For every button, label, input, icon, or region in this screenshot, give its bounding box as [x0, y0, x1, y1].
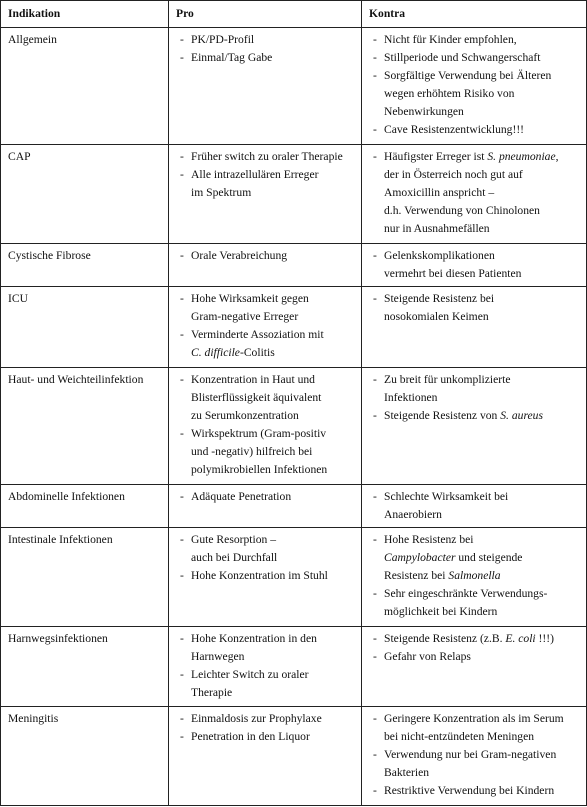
- contra-item: [369, 407, 581, 425]
- item-text: Sorgfältige Verwendung bei Älteren wegen erhöhtem Risiko von Nebenwirkungen: [384, 69, 552, 118]
- item-text: Steigende Resistenz (z.B.: [384, 631, 506, 645]
- contra-item: [369, 121, 581, 139]
- bullet-dash: -: [373, 51, 377, 64]
- item-text: Früher switch zu oraler Therapie: [191, 149, 343, 163]
- contra-item: [369, 710, 581, 746]
- pro-item: [176, 531, 356, 567]
- pro-item: [176, 630, 356, 666]
- item-text: und steigende Resistenz bei: [384, 551, 523, 583]
- pro-list: [176, 710, 356, 746]
- indication-cell: [1, 528, 169, 627]
- item-text: Steigende Resistenz von: [384, 408, 501, 422]
- pro-item: [176, 728, 356, 746]
- pro-cell: [169, 243, 362, 287]
- contra-list: [369, 148, 581, 238]
- bullet-dash: -: [373, 489, 377, 503]
- contra-cell: [362, 144, 587, 243]
- contra-cell: [362, 528, 587, 627]
- bullet-dash: -: [373, 33, 377, 46]
- item-text: Gute Resorption – auch bei Durchfall: [191, 533, 278, 565]
- indication-label: Cystische Fibrose: [8, 248, 91, 262]
- contra-cell: [362, 28, 587, 145]
- contra-cell: [362, 626, 587, 706]
- contra-item: [369, 488, 581, 524]
- item-text: Einmaldosis zur Prophylaxe: [191, 712, 322, 726]
- table-body: [1, 28, 587, 806]
- indication-label: Meningitis: [8, 712, 59, 726]
- pro-item: [176, 31, 356, 49]
- indication-label: Allgemein: [8, 33, 57, 46]
- table-row: [1, 528, 587, 627]
- indication-cell: [1, 707, 169, 806]
- contra-cell: [362, 243, 587, 287]
- indication-label: Intestinale Infektionen: [8, 533, 113, 547]
- contra-cell: [362, 484, 587, 528]
- table-row: [1, 367, 587, 484]
- bullet-dash: -: [373, 784, 377, 798]
- item-text: Steigende Resistenz bei nosokomialen Keimen: [384, 292, 495, 324]
- pro-list: [176, 531, 356, 585]
- italic-text: Campylobacter: [384, 551, 456, 565]
- bullet-dash: -: [180, 328, 184, 342]
- pro-list: [176, 31, 356, 67]
- bullet-dash: -: [180, 372, 184, 386]
- item-text: Hohe Konzentration im Stuhl: [191, 569, 328, 583]
- pro-item: [176, 247, 356, 265]
- contra-list: [369, 531, 581, 621]
- contra-item: [369, 49, 581, 67]
- italic-text: S. pneumoniae: [487, 149, 556, 163]
- header-pro: Pro: [169, 1, 362, 28]
- item-text: Nicht für Kinder empfohlen,: [384, 33, 517, 46]
- table-row: [1, 28, 587, 145]
- pro-cell: [169, 707, 362, 806]
- item-text: Schlechte Wirksamkeit bei Anaerobiern: [384, 489, 509, 521]
- item-text: Hohe Resistenz bei: [384, 533, 474, 547]
- pro-item: [176, 290, 356, 326]
- bullet-dash: -: [373, 712, 377, 726]
- bullet-dash: -: [373, 408, 377, 422]
- item-text: Cave Resistenzentwicklung!!!: [384, 123, 525, 136]
- table-row: [1, 144, 587, 243]
- bullet-dash: -: [373, 372, 377, 386]
- bullet-dash: -: [373, 69, 377, 82]
- pro-list: [176, 290, 356, 362]
- bullet-dash: -: [180, 248, 184, 262]
- contra-list: [369, 488, 581, 524]
- pro-cell: [169, 626, 362, 706]
- pro-cell: [169, 287, 362, 367]
- contra-item: [369, 371, 581, 407]
- table-row: [1, 484, 587, 528]
- contra-item: [369, 148, 581, 238]
- italic-text: C. difficile: [191, 346, 240, 360]
- contra-item: [369, 648, 581, 666]
- bullet-dash: -: [373, 292, 377, 306]
- indication-label: Haut- und Weichteilinfektion: [8, 372, 144, 386]
- item-text: Häufigster Erreger ist: [384, 149, 488, 163]
- item-text: -Colitis: [239, 346, 275, 360]
- indication-cell: [1, 144, 169, 243]
- contra-item: [369, 746, 581, 782]
- item-text: Gefahr von Relaps: [384, 649, 471, 663]
- indication-label: CAP: [8, 149, 31, 163]
- indication-cell: [1, 367, 169, 484]
- item-text: PK/PD-Profil: [191, 33, 255, 46]
- pro-list: [176, 247, 356, 265]
- italic-text: Salmonella: [448, 569, 501, 583]
- item-text: Alle intrazellulären Erreger im Spektrum: [191, 167, 319, 199]
- item-text: Hohe Konzentration in den Harnwegen: [191, 631, 317, 663]
- table-row: [1, 243, 587, 287]
- contra-list: [369, 247, 581, 283]
- contra-list: [369, 290, 581, 326]
- pro-item: [176, 567, 356, 585]
- pro-cell: [169, 484, 362, 528]
- pro-cell: [169, 528, 362, 627]
- bullet-dash: -: [180, 533, 184, 547]
- item-text: !!!): [535, 631, 554, 645]
- contra-item: [369, 585, 581, 621]
- indication-cell: [1, 28, 169, 145]
- item-text: Hohe Wirksamkeit gegen Gram-negative Erreger: [191, 292, 309, 324]
- bullet-dash: -: [180, 730, 184, 744]
- contra-item: [369, 31, 581, 49]
- bullet-dash: -: [373, 631, 377, 645]
- bullet-dash: -: [373, 748, 377, 762]
- item-text: Stillperiode und Schwangerschaft: [384, 51, 541, 64]
- item-text: Konzentration in Haut und Blisterflüssigkeit äquivalent zu Serumkonzentration: [191, 372, 322, 422]
- item-text: Einmal/Tag Gabe: [191, 51, 273, 64]
- italic-text: E. coli: [505, 631, 536, 645]
- bullet-dash: -: [180, 167, 184, 181]
- header-contra: Kontra: [362, 1, 587, 28]
- bullet-dash: -: [180, 489, 184, 503]
- contra-cell: [362, 287, 587, 367]
- pro-item: [176, 371, 356, 425]
- contra-cell: [362, 707, 587, 806]
- item-text: Orale Verabreichung: [191, 248, 288, 262]
- item-text: Sehr eingeschränkte Verwendungs- möglichkeit bei Kindern: [384, 587, 548, 619]
- table-row: [1, 626, 587, 706]
- item-text: Geringere Konzentration als im Serum bei nicht-entzündeten Meningen: [384, 712, 564, 744]
- header-row: [1, 1, 587, 28]
- pro-list: [176, 371, 356, 479]
- indication-cell: [1, 484, 169, 528]
- item-text: Gelenkskomplikationen vermehrt bei diesen Patienten: [384, 248, 522, 280]
- pro-item: [176, 710, 356, 728]
- contra-item: [369, 630, 581, 648]
- bullet-dash: -: [373, 587, 377, 601]
- pro-item: [176, 666, 356, 702]
- item-text: Leichter Switch zu oraler Therapie: [191, 667, 309, 699]
- bullet-dash: -: [373, 533, 377, 547]
- table-row: [1, 287, 587, 367]
- bullet-dash: -: [373, 149, 377, 163]
- indication-label: Abdominelle Infektionen: [8, 489, 125, 503]
- contra-list: [369, 710, 581, 800]
- pro-list: [176, 488, 356, 506]
- bullet-dash: -: [180, 292, 184, 306]
- indication-label: ICU: [8, 292, 28, 306]
- bullet-dash: -: [373, 649, 377, 663]
- header-indication: Indikation: [1, 1, 169, 28]
- pro-item: [176, 488, 356, 506]
- item-text: Verminderte Assoziation mit: [191, 328, 324, 342]
- indication-cell: [1, 287, 169, 367]
- indication-cell: [1, 243, 169, 287]
- pro-item: [176, 425, 356, 479]
- contra-item: [369, 67, 581, 121]
- contra-list: [369, 630, 581, 666]
- pro-item: [176, 326, 356, 362]
- bullet-dash: -: [180, 33, 184, 46]
- pro-item: [176, 166, 356, 202]
- table-row: [1, 707, 587, 806]
- pro-item: [176, 148, 356, 166]
- indication-cell: [1, 626, 169, 706]
- bullet-dash: -: [180, 426, 184, 440]
- item-text: , der in Österreich noch gut auf Amoxicillin anspricht – d.h. Verwendung von Chinolonen nur in Ausnahmefällen: [384, 149, 559, 235]
- contra-list: [369, 371, 581, 425]
- item-text: Adäquate Penetration: [191, 489, 292, 503]
- contra-item: [369, 782, 581, 800]
- pro-cell: [169, 144, 362, 243]
- bullet-dash: -: [180, 569, 184, 583]
- item-text: Zu breit für unkomplizierte Infektionen: [384, 372, 511, 404]
- bullet-dash: -: [180, 149, 184, 163]
- bullet-dash: -: [180, 631, 184, 645]
- contra-item: [369, 247, 581, 283]
- item-text: Restriktive Verwendung bei Kindern: [384, 784, 555, 798]
- contra-list: [369, 31, 581, 139]
- italic-text: S. aureus: [500, 408, 543, 422]
- pro-item: [176, 49, 356, 67]
- bullet-dash: -: [180, 667, 184, 681]
- pro-cell: [169, 367, 362, 484]
- item-text: Wirkspektrum (Gram-positiv und -negativ) hilfreich bei polymikrobiellen Infektionen: [191, 426, 328, 476]
- item-text: Penetration in den Liquor: [191, 730, 310, 744]
- bullet-dash: -: [180, 712, 184, 726]
- contra-item: [369, 290, 581, 326]
- pro-cell: [169, 28, 362, 145]
- bullet-dash: -: [373, 123, 377, 136]
- pro-list: [176, 630, 356, 702]
- item-text: Verwendung nur bei Gram-negativen Bakterien: [384, 748, 557, 780]
- bullet-dash: -: [373, 248, 377, 262]
- pro-list: [176, 148, 356, 202]
- bullet-dash: -: [180, 51, 184, 64]
- contra-item: [369, 531, 581, 585]
- indication-label: Harnwegsinfektionen: [8, 631, 108, 645]
- contra-cell: [362, 367, 587, 484]
